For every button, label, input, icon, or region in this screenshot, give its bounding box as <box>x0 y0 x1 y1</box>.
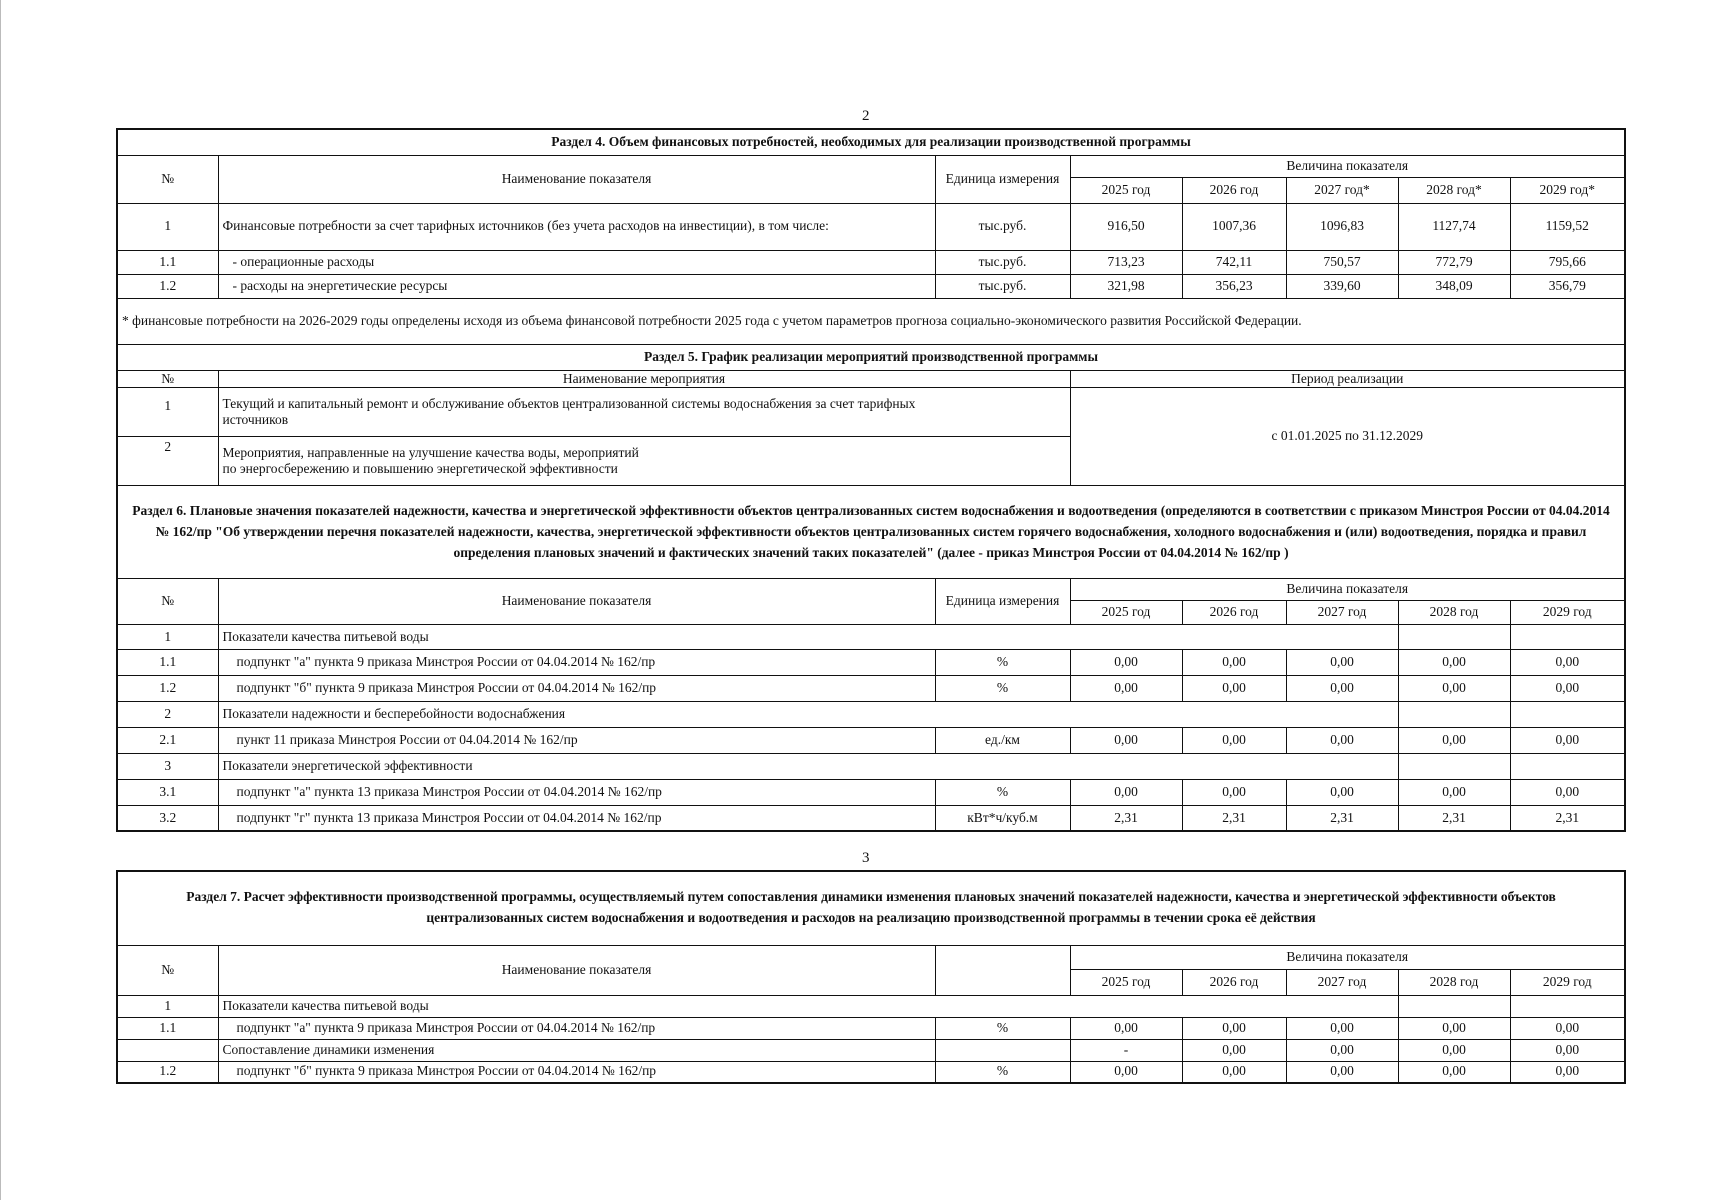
row-value: 356,79 <box>1510 274 1625 298</box>
row-unit: ед./км <box>935 728 1070 754</box>
row-no: 3 <box>117 754 218 780</box>
section5-header-no: № <box>117 370 218 388</box>
section6-title: Раздел 6. Плановые значения показателей надежности, качества и энергетической эффективности объектов централизованных систем водоснабжения и водоотведения (определяются в соответствии с приказом Минстроя России от 04.04.2014 № 162/пр "Об утверждении перечня показателей надежности, качества, энергетической эффективности объектов централизованных систем горячего водоснабжения, холодного водоснабжения и (или) водоотведения, порядка и правил определения плановых значений и фактических значений таких показателей" (далее - приказ Минстроя России от 04.04.2014 № 162/пр ) <box>117 486 1625 579</box>
row-no: 1.2 <box>117 1061 218 1083</box>
row-value: 0,00 <box>1286 1039 1398 1061</box>
row-unit: % <box>935 676 1070 702</box>
row-name: - расходы на энергетические ресурсы <box>218 274 935 298</box>
table-row <box>117 754 1625 780</box>
row-value: 713,23 <box>1070 250 1182 274</box>
row-value: 0,00 <box>1398 728 1510 754</box>
row-no: 1 <box>117 203 218 250</box>
table-row <box>117 806 1625 831</box>
row-no: 2 <box>117 437 218 486</box>
row-value: 0,00 <box>1070 1017 1182 1039</box>
row-value: 1127,74 <box>1398 203 1510 250</box>
section4-footnote: * финансовые потребности на 2026-2029 годы определены исходя из объема финансовой потребности 2025 года с учетом параметров прогноза социально-экономического развития Российской Федерации. <box>117 298 1625 344</box>
row-no: 1.2 <box>117 274 218 298</box>
row-no: 3.1 <box>117 780 218 806</box>
row-value: 0,00 <box>1286 728 1398 754</box>
row-no: 2 <box>117 702 218 728</box>
table-row <box>117 1017 1625 1039</box>
row-value: 0,00 <box>1286 780 1398 806</box>
row-value: 795,66 <box>1510 250 1625 274</box>
section4-header-unit: Единица измерения <box>935 155 1070 203</box>
row-value: 0,00 <box>1182 728 1286 754</box>
row-name: подпункт "а" пункта 9 приказа Минстроя России от 04.04.2014 № 162/пр <box>218 650 935 676</box>
section5-header-name: Наименование мероприятия <box>218 370 1070 388</box>
row-value: - <box>1070 1039 1182 1061</box>
section6-header-name: Наименование показателя <box>218 579 935 625</box>
section6-year: 2026 год <box>1182 601 1286 625</box>
table-row <box>117 1061 1625 1083</box>
section5-title: Раздел 5. График реализации мероприятий производственной программы <box>117 344 1625 370</box>
section7-year: 2028 год <box>1398 969 1510 995</box>
row-unit: % <box>935 650 1070 676</box>
table-row <box>117 728 1625 754</box>
row-unit: % <box>935 780 1070 806</box>
row-unit: кВт*ч/куб.м <box>935 806 1070 831</box>
section7-year: 2029 год <box>1510 969 1625 995</box>
row-value: 0,00 <box>1398 1061 1510 1083</box>
row-no: 2.1 <box>117 728 218 754</box>
section6-year: 2028 год <box>1398 601 1510 625</box>
section7-title: Раздел 7. Расчет эффективности производственной программы, осуществляемый путем сопоставления динамики изменения плановых значений показателей надежности, качества и энергетической эффективности объектов централизованных систем водоснабжения и водоотведения и расходов на реализацию производственной программы в течении срока её действия <box>117 871 1625 945</box>
section4-year: 2026 год <box>1182 177 1286 203</box>
row-name: подпункт "б" пункта 9 приказа Минстроя России от 04.04.2014 № 162/пр <box>218 676 935 702</box>
row-value: 2,31 <box>1398 806 1510 831</box>
row-value: 0,00 <box>1510 1061 1625 1083</box>
table-row <box>117 995 1625 1017</box>
row-name: Сопоставление динамики изменения <box>218 1039 935 1061</box>
row-value: 0,00 <box>1510 1039 1625 1061</box>
row-value: 0,00 <box>1070 1061 1182 1083</box>
row-value: 0,00 <box>1286 1061 1398 1083</box>
row-no: 1.2 <box>117 676 218 702</box>
row-value: 0,00 <box>1182 650 1286 676</box>
section4-header-name: Наименование показателя <box>218 155 935 203</box>
page-number-middle: 3 <box>862 850 870 866</box>
section5-period: с 01.01.2025 по 31.12.2029 <box>1070 388 1625 486</box>
table-row <box>117 625 1625 650</box>
row-value: 0,00 <box>1398 676 1510 702</box>
row-unit: % <box>935 1061 1070 1083</box>
row-value: 0,00 <box>1286 676 1398 702</box>
section6-year: 2029 год <box>1510 601 1625 625</box>
row-value: 321,98 <box>1070 274 1182 298</box>
table-row <box>117 274 1625 298</box>
row-unit <box>935 1039 1070 1061</box>
row-group-name: Показатели качества питьевой воды <box>218 995 1398 1017</box>
section6-header-no: № <box>117 579 218 625</box>
row-no: 1 <box>117 625 218 650</box>
section4-year: 2025 год <box>1070 177 1182 203</box>
row-value: 0,00 <box>1510 650 1625 676</box>
table-row <box>117 650 1625 676</box>
row-value: 742,11 <box>1182 250 1286 274</box>
row-name <box>218 388 1070 437</box>
section5-header-period: Период реализации <box>1070 370 1625 388</box>
row-value: 2,31 <box>1286 806 1398 831</box>
row-value: 0,00 <box>1182 1039 1286 1061</box>
row-name: подпункт "г" пункта 13 приказа Минстроя России от 04.04.2014 № 162/пр <box>218 806 935 831</box>
row-name-line: по энергосбережению и повышению энергетической эффективности <box>222 461 618 477</box>
row-value: 0,00 <box>1510 728 1625 754</box>
row-no <box>117 1039 218 1061</box>
row-value: 0,00 <box>1398 1039 1510 1061</box>
row-value: 0,00 <box>1182 780 1286 806</box>
row-value: 0,00 <box>1398 650 1510 676</box>
row-name: подпункт "б" пункта 9 приказа Минстроя России от 04.04.2014 № 162/пр <box>218 1061 935 1083</box>
row-value: 0,00 <box>1182 1061 1286 1083</box>
row-value: 0,00 <box>1286 650 1398 676</box>
row-value: 772,79 <box>1398 250 1510 274</box>
row-no: 1.1 <box>117 650 218 676</box>
table-row <box>117 388 1625 437</box>
row-value: 750,57 <box>1286 250 1398 274</box>
row-name-line: Мероприятия, направленные на улучшение качества воды, мероприятий <box>222 444 639 460</box>
table-row <box>117 702 1625 728</box>
section7-table <box>116 870 1626 1084</box>
row-name: - операционные расходы <box>218 250 935 274</box>
section6-header-value: Величина показателя <box>1070 579 1625 601</box>
row-no: 1 <box>117 388 218 437</box>
row-value: 0,00 <box>1070 780 1182 806</box>
row-value: 1007,36 <box>1182 203 1286 250</box>
table-row <box>117 203 1625 250</box>
row-no: 1.1 <box>117 250 218 274</box>
row-name: подпункт "а" пункта 13 приказа Минстроя России от 04.04.2014 № 162/пр <box>218 780 935 806</box>
section7-year: 2026 год <box>1182 969 1286 995</box>
section7-header-value: Величина показателя <box>1070 945 1625 969</box>
row-value: 0,00 <box>1510 780 1625 806</box>
section4-year: 2029 год* <box>1510 177 1625 203</box>
row-no: 1 <box>117 995 218 1017</box>
row-value: 356,23 <box>1182 274 1286 298</box>
row-value: 0,00 <box>1510 1017 1625 1039</box>
row-value: 916,50 <box>1070 203 1182 250</box>
row-unit: тыс.руб. <box>935 250 1070 274</box>
section4-title: Раздел 4. Объем финансовых потребностей, необходимых для реализации производственной программы <box>117 129 1625 155</box>
page-number-top: 2 <box>862 108 870 124</box>
row-name-line: Текущий и капитальный ремонт и обслуживание объектов централизованной системы водоснабжения за счет тарифных <box>222 395 916 411</box>
row-value: 0,00 <box>1398 780 1510 806</box>
row-value: 0,00 <box>1070 676 1182 702</box>
section4-year: 2028 год* <box>1398 177 1510 203</box>
row-value: 339,60 <box>1286 274 1398 298</box>
row-value: 1096,83 <box>1286 203 1398 250</box>
table-row <box>117 1039 1625 1061</box>
row-value: 0,00 <box>1070 650 1182 676</box>
row-no: 3.2 <box>117 806 218 831</box>
row-group-name: Показатели энергетической эффективности <box>218 754 1398 780</box>
row-name: подпункт "а" пункта 9 приказа Минстроя России от 04.04.2014 № 162/пр <box>218 1017 935 1039</box>
row-group-name: Показатели качества питьевой воды <box>218 625 1398 650</box>
row-value: 0,00 <box>1398 1017 1510 1039</box>
section7-header-unit <box>935 945 1070 995</box>
sections-4-6-table <box>116 128 1626 832</box>
row-group-name: Показатели надежности и бесперебойности водоснабжения <box>218 702 1398 728</box>
row-name: пункт 11 приказа Минстроя России от 04.04.2014 № 162/пр <box>218 728 935 754</box>
section4-header-no: № <box>117 155 218 203</box>
section7-header-name: Наименование показателя <box>218 945 935 995</box>
row-value: 2,31 <box>1510 806 1625 831</box>
row-name-line: источников <box>222 412 289 428</box>
row-name <box>218 437 1070 486</box>
table-row <box>117 676 1625 702</box>
row-no: 1.1 <box>117 1017 218 1039</box>
section7-year: 2025 год <box>1070 969 1182 995</box>
scan-edge-line <box>0 0 1 1200</box>
section6-header-unit: Единица измерения <box>935 579 1070 625</box>
row-value: 0,00 <box>1070 728 1182 754</box>
section7-year: 2027 год <box>1286 969 1398 995</box>
row-value: 2,31 <box>1070 806 1182 831</box>
row-unit: тыс.руб. <box>935 274 1070 298</box>
row-value: 0,00 <box>1510 676 1625 702</box>
row-value: 0,00 <box>1182 676 1286 702</box>
section4-header-value: Величина показателя <box>1070 155 1625 177</box>
row-value: 1159,52 <box>1510 203 1625 250</box>
row-name: Финансовые потребности за счет тарифных источников (без учета расходов на инвестиции), в том числе: <box>218 203 935 250</box>
table-row <box>117 780 1625 806</box>
row-unit: тыс.руб. <box>935 203 1070 250</box>
row-value: 2,31 <box>1182 806 1286 831</box>
section4-year: 2027 год* <box>1286 177 1398 203</box>
row-value: 0,00 <box>1182 1017 1286 1039</box>
section6-year: 2025 год <box>1070 601 1182 625</box>
row-unit: % <box>935 1017 1070 1039</box>
row-value: 348,09 <box>1398 274 1510 298</box>
section7-header-no: № <box>117 945 218 995</box>
section6-year: 2027 год <box>1286 601 1398 625</box>
row-value: 0,00 <box>1286 1017 1398 1039</box>
table-row <box>117 250 1625 274</box>
